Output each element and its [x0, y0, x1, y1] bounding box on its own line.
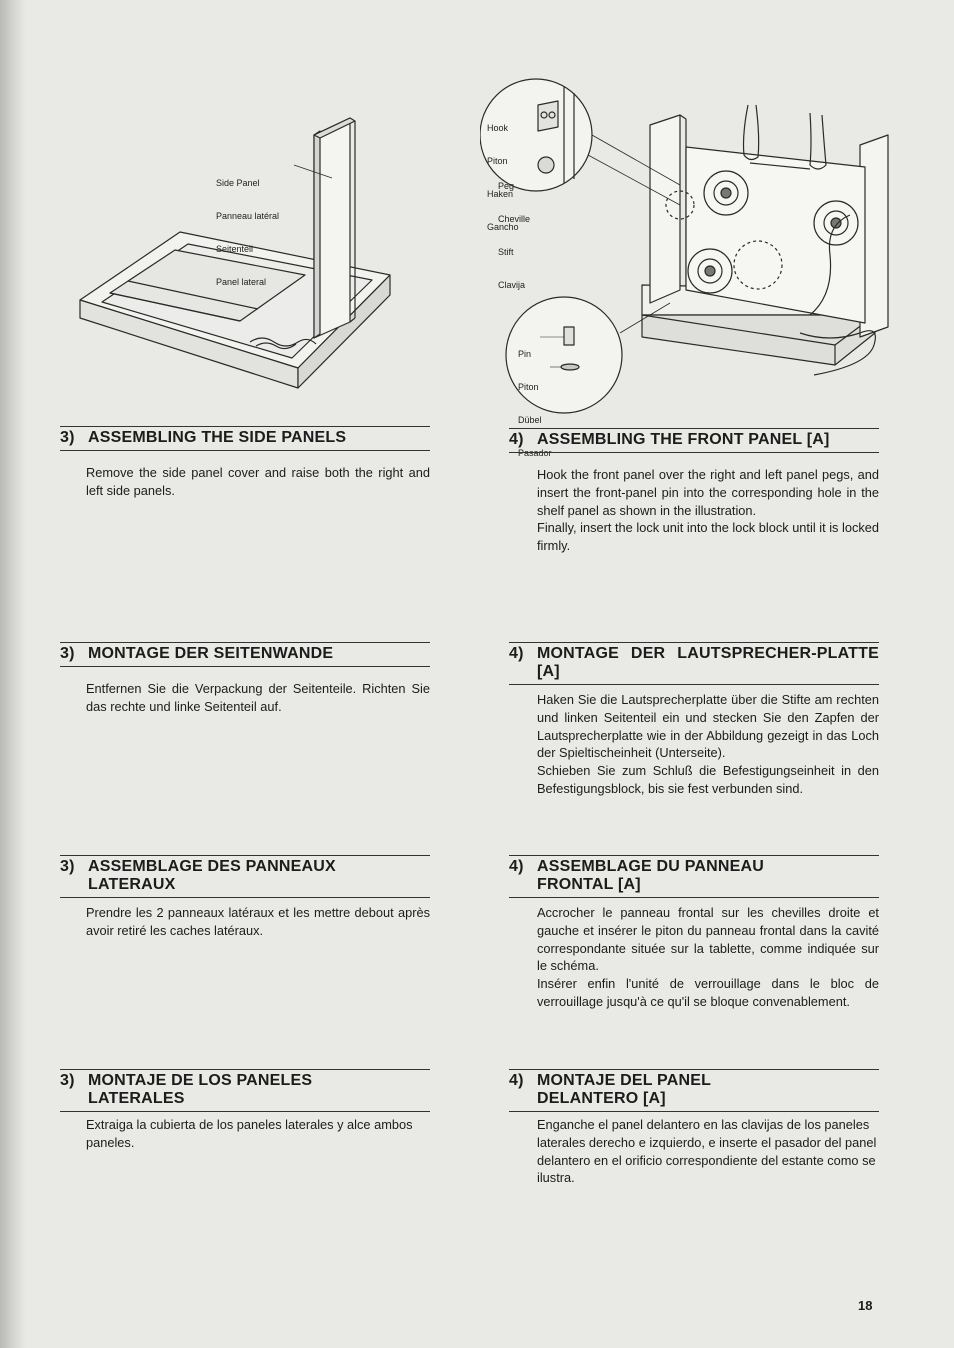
paragraph: Accrocher le panneau frontal sur les chevilles droite et gauche et insérer le piton du panneau frontal dans la cavité correspondante située sur la tablette, comme indiquée sur le schéma.	[537, 905, 879, 974]
section-body	[60, 904, 430, 940]
step-number: 3)	[60, 429, 75, 446]
section-de-front-panel	[509, 642, 879, 798]
section-heading	[60, 1069, 430, 1112]
side-panel-illustration	[70, 90, 430, 400]
section-title: ASSEMBLING THE FRONT PANEL [A]	[537, 431, 830, 448]
section-title: MONTAGE DER LAUTSPRECHER-PLATTE [A]	[537, 645, 879, 680]
section-es-front-panel	[509, 1069, 879, 1187]
page-number: 18	[858, 1298, 873, 1313]
paragraph: Remove the side panel cover and raise both the right and left side panels.	[86, 465, 430, 498]
paragraph: Finally, insert the lock unit into the lock block until it is locked firmly.	[537, 520, 879, 554]
section-de-side-panels	[60, 642, 430, 716]
hook-label-fr: Piton	[487, 156, 508, 166]
peg-label	[498, 159, 530, 313]
hook-label-en: Hook	[487, 123, 509, 133]
step-number: 4)	[509, 1072, 524, 1089]
section-heading	[509, 428, 879, 453]
peg-label-en: Peg	[498, 181, 515, 191]
side-panel-label-fr: Panneau latéral	[216, 211, 280, 221]
section-heading	[60, 855, 430, 898]
section-en-front-panel	[509, 428, 879, 555]
peg-label-es: Clavija	[498, 280, 526, 290]
section-heading	[509, 1069, 879, 1112]
side-panel-label-es: Panel lateral	[216, 277, 267, 287]
side-panel-label	[216, 156, 279, 310]
section-en-side-panels	[60, 426, 430, 500]
section-body	[60, 680, 430, 716]
step-number: 4)	[509, 858, 524, 875]
paragraph: Prendre les 2 panneaux latéraux et les mettre debout après avoir retiré les caches latéraux.	[86, 905, 430, 938]
section-body	[60, 464, 430, 500]
section-fr-front-panel	[509, 855, 879, 1011]
pin-label-fr: Piton	[518, 382, 539, 392]
section-es-side-panels	[60, 1069, 430, 1152]
section-body	[509, 904, 879, 1011]
page-binding-shadow	[0, 0, 26, 1348]
paragraph: Extraiga la cubierta de los paneles laterales y alce ambos paneles.	[86, 1117, 413, 1150]
paragraph: Enganche el panel delantero en las clavijas de los paneles laterales derecho e izquierdo, e inserte el pasador del panel delantero en el orificio correspondiente del estante como se ilustra.	[537, 1117, 877, 1186]
pin-label-es: Pasador	[518, 448, 552, 458]
section-heading	[60, 426, 430, 451]
pin-label-de: Dübel	[518, 415, 542, 425]
step-number: 3)	[60, 858, 75, 875]
paragraph: Insérer enfin l'unité de verrouillage dans le bloc de verrouillage jusqu'à ce qu'il se bloque convenablement.	[537, 976, 879, 1009]
side-panel-label-de: Seitenteil	[216, 244, 254, 254]
paragraph: Entfernen Sie die Verpackung der Seitenteile. Richten Sie das rechte und linke Seitenteil auf.	[86, 681, 430, 714]
section-heading	[509, 642, 879, 685]
section-heading	[509, 855, 879, 898]
section-title: MONTAGE DER SEITENWANDE	[88, 645, 334, 662]
hook-label-es: Gancho	[487, 222, 519, 232]
step-number: 4)	[509, 645, 524, 662]
paragraph: Hook the front panel over the right and left panel pegs, and insert the front-panel pin into the corresponding hole in the shelf panel as shown in the illustration.	[537, 467, 879, 518]
hook-label-de: Haken	[487, 189, 514, 199]
section-heading	[60, 642, 430, 667]
section-body	[509, 1116, 879, 1187]
section-title: ASSEMBLAGE DES PANNEAUX LATERAUX	[88, 858, 336, 893]
section-body	[60, 1116, 430, 1152]
step-number: 4)	[509, 431, 524, 448]
paragraph: Haken Sie die Lautsprecherplatte über die Stifte am rechten und linken Seitenteil ein und stecken Sie den Zapfen der Lautsprecherplatte wie in der Abbildung gezeigt in das Loch der Spieltischeinheit (Unterseite).	[537, 692, 879, 761]
step-number: 3)	[60, 645, 75, 662]
side-panel-label-en: Side Panel	[216, 178, 260, 188]
peg-label-fr: Cheville	[498, 214, 531, 224]
pin-label-en: Pin	[518, 349, 532, 359]
paragraph: Schieben Sie zum Schluß die Befestigungseinheit in den Befestigungsblock, bis sie fest verbunden sind.	[537, 763, 879, 796]
section-body	[509, 691, 879, 798]
section-title: MONTAJE DEL PANEL DELANTERO [A]	[537, 1072, 711, 1107]
section-body	[509, 466, 879, 555]
section-title: ASSEMBLAGE DU PANNEAU FRONTAL [A]	[537, 858, 765, 893]
section-title: MONTAJE DE LOS PANELES LATERALES	[88, 1072, 313, 1107]
step-number: 3)	[60, 1072, 75, 1089]
section-fr-side-panels	[60, 855, 430, 940]
peg-label-de: Stift	[498, 247, 514, 257]
section-title: ASSEMBLING THE SIDE PANELS	[88, 429, 347, 446]
